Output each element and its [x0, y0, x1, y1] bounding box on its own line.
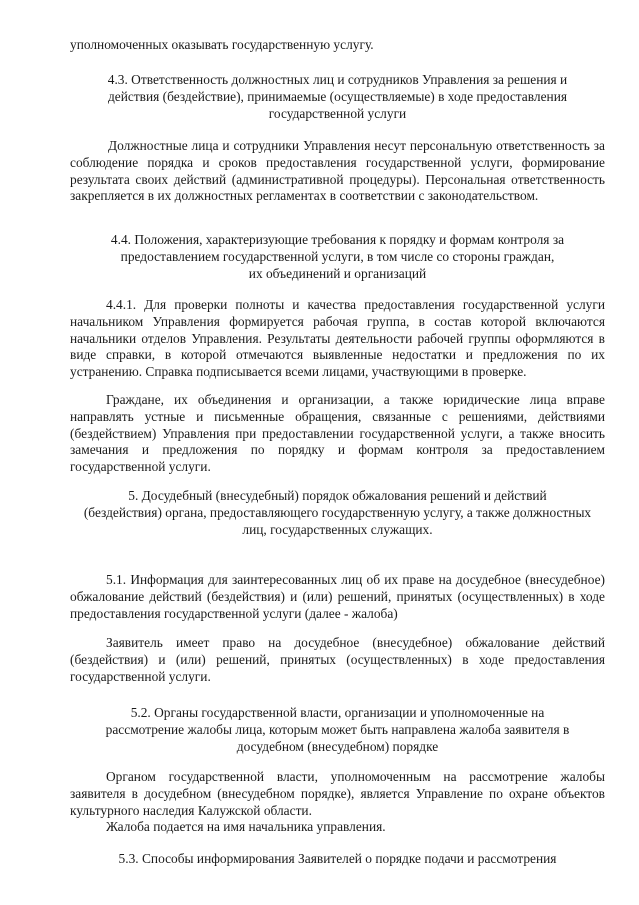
paragraph-5-1: 5.1. Информация для заинтересованных лиц об их праве на досудебное (внесудебное) обжалование действий (бездействия) и (или) решений, принятых (осуществленных) в ходе предоставления государственной услуги (далее - жалоба) [70, 572, 605, 621]
paragraph-5-2: Органом государственной власти, уполномоченным на рассмотрение жалобы заявителя в досудебном (внесудебном порядке), является Управление по охране объектов культурного наследия Калужской области. [70, 769, 605, 818]
paragraph-complaint-addressee: Жалоба подается на имя начальника управления. [106, 819, 386, 834]
heading-5-2 [70, 705, 605, 755]
heading-line: (бездействия) органа, предоставляющего государственную услугу, а также должностных [83, 504, 592, 520]
paragraph-citizens-appeals: Граждане, их объединения и организации, а также юридические лица вправе направлять устные и письменные обращения, связанные с решениями, действиями (бездействием) Управления при предоставлении государственной услуги, а также вносить замечания и предложения по порядку и формам контроля за предоставлением государственной услуги. [70, 392, 605, 475]
heading-line: 5.2. Органы государственной власти, организации и уполномоченные на [130, 705, 545, 720]
heading-line: 4.3. Ответственность должностных лиц и сотрудников Управления за решения и [107, 72, 568, 87]
heading-line: лиц, государственных служащих. [242, 521, 433, 537]
paragraph-4-4-1: 4.4.1. Для проверки полноты и качества предоставления государственной услуги начальником Управления формируется рабочая группа, в состав которой включаются начальники отделов Управления. Результаты деятельности рабочей группы оформляются в виде справки, в которой отмечаются выявленные недостатки и предложения по их устранению. Справка подписывается всеми лицами, участвующими в проверке. [70, 297, 605, 380]
heading-line: 5. Досудебный (внесудебный) порядок обжалования решений и действий [128, 488, 547, 503]
paragraph-applicant-right: Заявитель имеет право на досудебное (внесудебное) обжалование действий (бездействия) и (или) решений, принятых (осуществленных) в ходе предоставления государственной услуги. [70, 635, 605, 684]
heading-line: действия (бездействие), принимаемые (осуществляемые) в ходе предоставления [107, 88, 568, 104]
heading-line: их объединений и организаций [248, 265, 427, 281]
heading-line: 4.4. Положения, характеризующие требования к порядку и формам контроля за [110, 232, 565, 247]
heading-line: досудебном (внесудебном) порядке [236, 738, 439, 754]
paragraph-responsibility: Должностные лица и сотрудники Управления несут персональную ответственность за соблюдение порядка и сроков предоставления государственной услуги, формирование результата своих действий (административной процедуры). Персональная ответственность закрепляется в их должностных регламентах в соответствии с законодательством. [70, 138, 605, 204]
heading-line: государственной услуги [268, 105, 407, 121]
heading-line: предоставлением государственной услуги, в том числе со стороны граждан, [120, 248, 555, 264]
heading-line: рассмотрение жалобы лица, которым может быть направлена жалоба заявителя в [105, 721, 570, 737]
heading-4-3 [70, 72, 605, 122]
heading-4-4 [70, 232, 605, 282]
paragraph-continuation: уполномоченных оказывать государственную услугу. [70, 37, 374, 52]
heading-5-3: 5.3. Способы информирования Заявителей о порядке подачи и рассмотрения [118, 851, 557, 866]
heading-5 [70, 488, 605, 538]
